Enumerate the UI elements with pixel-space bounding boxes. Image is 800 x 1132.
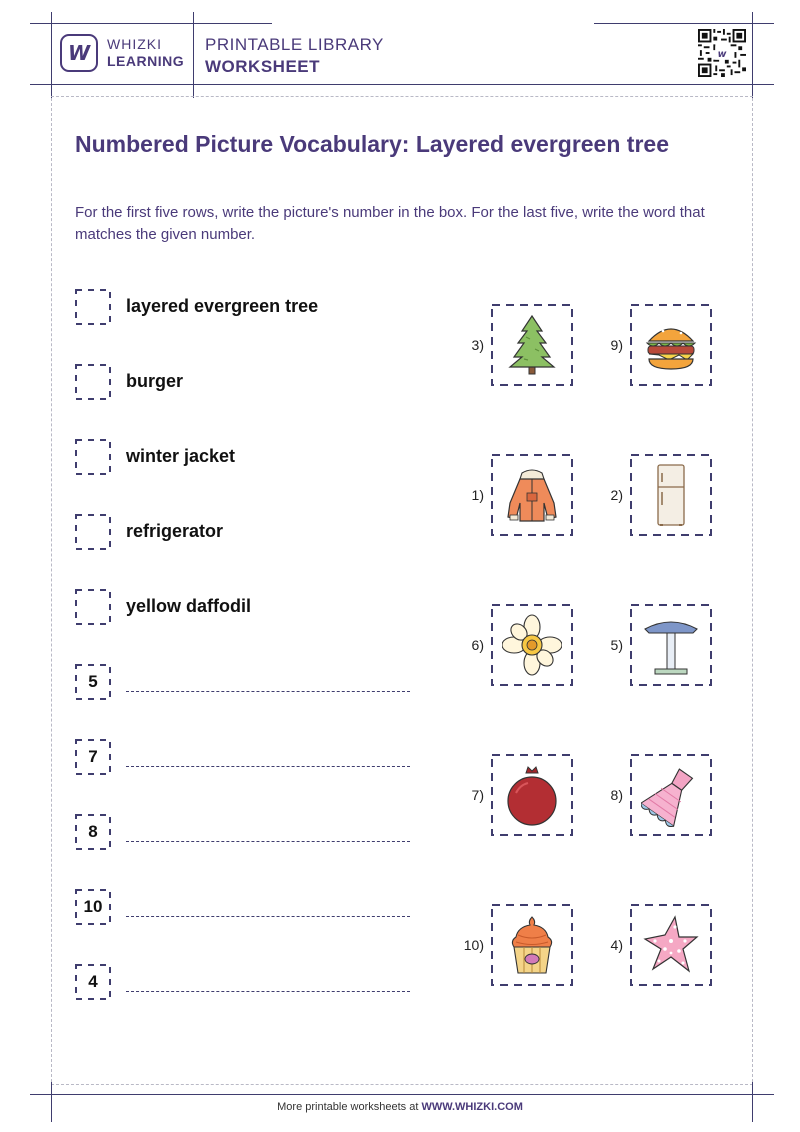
footer-link[interactable]: WWW.WHIZKI.COM	[421, 1101, 523, 1113]
picture-label: 5)	[610, 637, 623, 653]
page-border-left	[51, 98, 52, 1082]
answer-box[interactable]	[75, 364, 111, 400]
picture-card	[630, 904, 712, 986]
worksheet-title: Numbered Picture Vocabulary: Layered evergreen tree	[75, 131, 669, 157]
row-number	[75, 589, 111, 625]
header-rule-right	[752, 12, 753, 98]
answer-line[interactable]	[126, 991, 410, 992]
picture-label: 9)	[610, 337, 623, 353]
picture-card	[630, 604, 712, 686]
evergreen-tree-icon	[502, 313, 562, 377]
vocab-word: burger	[126, 371, 184, 391]
svg-text:w: w	[717, 48, 727, 60]
footer-rule	[30, 1094, 774, 1095]
answer-box	[75, 664, 111, 700]
answer-box	[75, 739, 111, 775]
picture-card	[491, 454, 573, 536]
row-number	[75, 514, 111, 550]
footer	[0, 1101, 800, 1113]
brand-name-top: WHIZKI	[107, 36, 162, 52]
answer-line[interactable]	[126, 691, 410, 692]
answer-box[interactable]	[75, 514, 111, 550]
dress-icon	[641, 763, 701, 827]
picture-card	[630, 454, 712, 536]
answer-line[interactable]	[126, 916, 410, 917]
answer-box[interactable]	[75, 289, 111, 325]
picture-label: 4)	[610, 937, 623, 953]
page-border-top	[51, 96, 753, 97]
answer-box[interactable]	[75, 439, 111, 475]
vocab-word: layered evergreen tree	[126, 296, 319, 316]
worksheet-instructions: For the first five rows, write the picture's number in the box. For the last five, write the word that matches the given number.	[75, 204, 705, 243]
answer-box[interactable]	[75, 589, 111, 625]
row-number: 10	[83, 897, 103, 916]
page-border-right	[752, 98, 753, 1082]
header-rule-divider	[193, 12, 194, 98]
row-number: 4	[88, 972, 98, 991]
header-rule-top-right	[594, 23, 774, 24]
burger-icon	[641, 313, 701, 377]
logo-letter: W	[67, 41, 91, 65]
picture-card	[630, 304, 712, 386]
qr-code-icon[interactable]	[698, 29, 746, 77]
header-type: WORKSHEET	[205, 57, 320, 76]
picture-label: 7)	[471, 787, 484, 803]
winter-jacket-icon	[502, 463, 562, 527]
whizki-logo[interactable]	[60, 34, 98, 72]
header-section: PRINTABLE LIBRARY	[205, 35, 384, 54]
header-rule-bottom	[30, 84, 774, 85]
table-icon	[641, 613, 701, 677]
picture-label: 2)	[610, 487, 623, 503]
picture-label: 3)	[471, 337, 484, 353]
row-number	[75, 364, 111, 400]
brand-name-bottom: LEARNING	[107, 53, 185, 69]
cupcake-icon	[502, 913, 562, 977]
answer-line[interactable]	[126, 841, 410, 842]
picture-card	[630, 754, 712, 836]
page-border-bottom	[51, 1084, 753, 1085]
answer-box	[75, 964, 111, 1000]
picture-label: 10)	[463, 937, 484, 953]
answer-box	[75, 814, 111, 850]
row-number: 7	[88, 747, 98, 766]
row-number	[75, 439, 111, 475]
picture-card	[491, 904, 573, 986]
vocab-word: yellow daffodil	[126, 596, 252, 616]
answer-line[interactable]	[126, 766, 410, 767]
refrigerator-icon	[641, 463, 701, 527]
daffodil-icon	[502, 613, 562, 677]
picture-card	[491, 304, 573, 386]
picture-card	[491, 604, 573, 686]
picture-label: 8)	[610, 787, 623, 803]
picture-label: 1)	[471, 487, 484, 503]
footer-text: More printable worksheets at	[277, 1101, 419, 1113]
answer-box	[75, 889, 111, 925]
row-number	[75, 289, 111, 325]
header-rule-left	[51, 12, 52, 98]
vocab-word: winter jacket	[126, 446, 236, 466]
pomegranate-icon	[502, 763, 562, 827]
vocab-word: refrigerator	[126, 521, 224, 541]
header-rule-top-left	[30, 23, 272, 24]
row-number: 5	[88, 672, 98, 691]
starfish-icon	[641, 913, 701, 977]
row-number: 8	[88, 822, 98, 841]
picture-card	[491, 754, 573, 836]
picture-label: 6)	[471, 637, 484, 653]
